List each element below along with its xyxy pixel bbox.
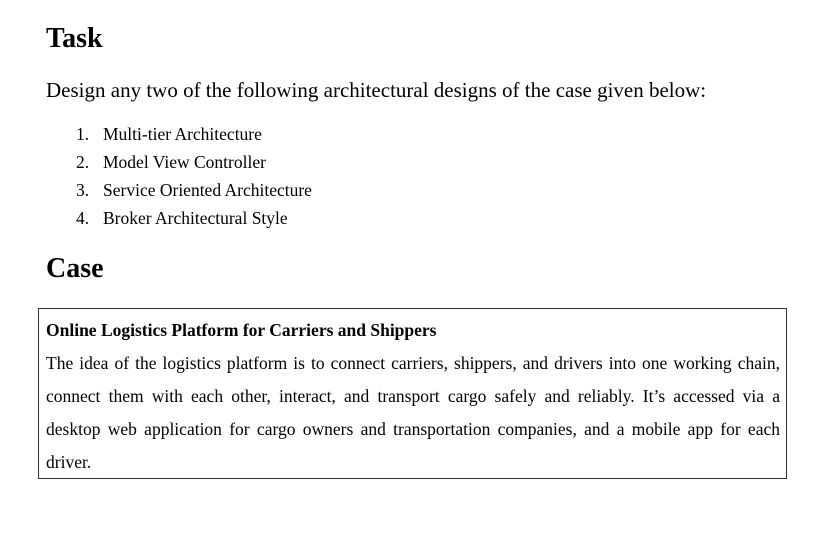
case-description: The idea of the logistics platform is to connect carriers, shippers, and drivers into one working chain, connect them with each other, interact, and transport cargo safely and reliably. It’s accessed via a desktop web application for cargo owners and transportation companies, and a mobile app for each driver. xyxy=(46,353,780,472)
case-box xyxy=(38,308,787,479)
case-title: Online Logistics Platform for Carriers and Shippers xyxy=(46,320,437,340)
list-item-label: Broker Architectural Style xyxy=(103,208,288,228)
list-item-label: Model View Controller xyxy=(103,152,266,172)
list-item-number: 3. xyxy=(76,180,90,200)
list-item-number: 4. xyxy=(76,208,90,228)
list-item-label: Multi-tier Architecture xyxy=(103,124,262,144)
list-item-number: 2. xyxy=(76,152,90,172)
list-item-label: Service Oriented Architecture xyxy=(103,180,312,200)
task-intro: Design any two of the following architectural designs of the case given below: xyxy=(46,78,707,102)
list-item-number: 1. xyxy=(76,124,90,144)
task-heading: Task xyxy=(46,23,103,54)
case-heading: Case xyxy=(46,253,104,284)
